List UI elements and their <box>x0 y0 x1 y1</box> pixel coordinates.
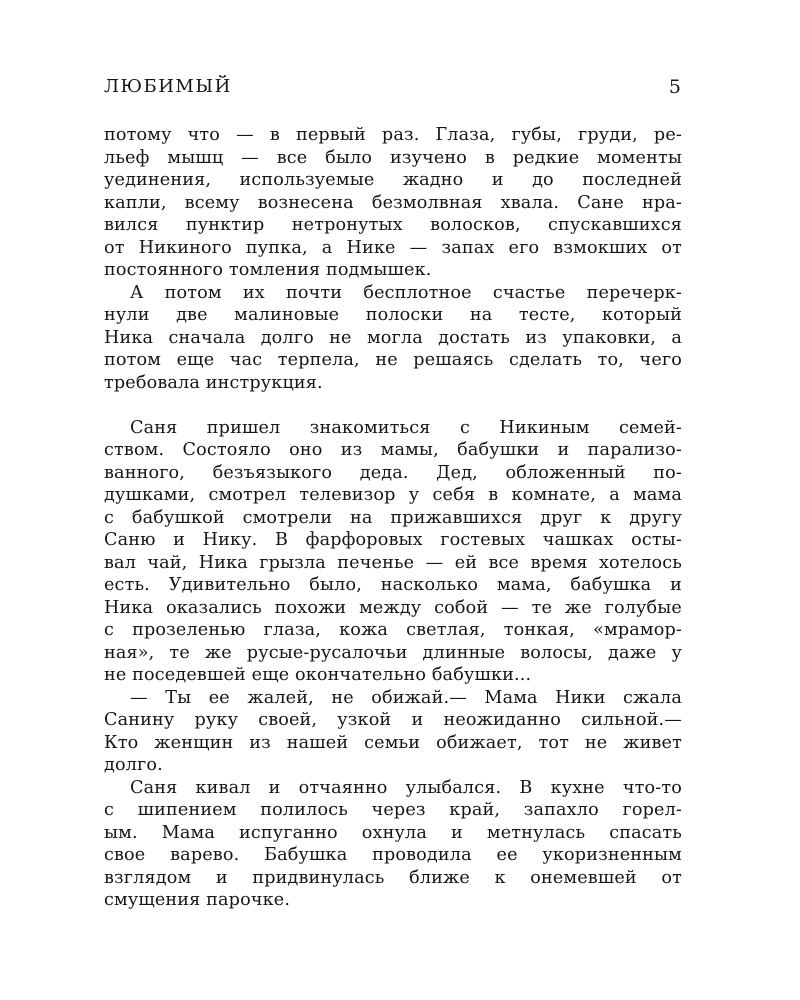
paragraph <box>104 417 682 687</box>
text-line: — Ты ее жалей, не обижай.— Мама Ники сжала <box>130 687 682 708</box>
text-line: свое варево. Бабушка проводила ее укоризненным <box>104 845 682 865</box>
text-line: Ника сначала долго не могла достать из упаковки, а <box>104 327 682 348</box>
text-line: А потом их почти бесплотное счастье перечерк- <box>130 282 682 303</box>
text-line: постоянного томления подмышек. <box>104 260 432 280</box>
text-line: Санину руку своей, узкой и неожиданно сильной.— <box>104 710 682 730</box>
text-line: Саня кивал и отчаянно улыбался. В кухне что-то <box>130 777 682 798</box>
text-line: есть. Удивительно было, насколько мама, бабушка и <box>104 575 682 595</box>
text-line: льеф мышц — все было изучено в редкие моменты <box>104 147 682 168</box>
text-line: требовала инструкция. <box>104 372 323 393</box>
text-line: нули две малиновые полоски на тесте, который <box>104 305 682 325</box>
text-line: ством. Состояло оно из мамы, бабушки и парализо- <box>104 440 682 460</box>
text-line: от Никиного пупка, а Нике — запах его взмокших от <box>104 237 682 258</box>
text-line: не поседевшей еще окончательно бабушки... <box>104 665 532 685</box>
text-line: вился пунктир нетронутых волосков, спускавшихся <box>104 215 682 235</box>
text-line: ым. Мама испуганно охнула и метнулась спасать <box>104 822 682 843</box>
text-line: уединения, используемые жадно и до последней <box>104 170 682 190</box>
paragraph <box>104 777 682 912</box>
text-line: с прозеленью глаза, кожа светлая, тонкая, «мрамор- <box>104 620 682 640</box>
text-line: Саня пришел знакомиться с Никиным семей- <box>130 417 682 438</box>
text-line: потом еще час терпела, не решаясь сделать то, чего <box>104 350 682 370</box>
text-line: смущения парочке. <box>104 890 291 910</box>
text-line: потому что — в первый раз. Глаза, губы, груди, ре- <box>104 125 682 145</box>
section-break <box>104 394 682 417</box>
text-line: Саню и Нику. В фарфоровых гостевых чашках осты- <box>104 530 682 550</box>
text-line: душками, смотрел телевизор у себя в комнате, а мама <box>104 485 682 505</box>
paragraph <box>104 124 682 282</box>
text-line: капли, всему вознесена безмолвная хвала. Сане нра- <box>104 192 682 213</box>
text-line: с шипением полилось через край, запахло горел- <box>104 800 682 820</box>
text-line: Ника оказались похожи между собой — те же голубые <box>104 597 682 618</box>
text-line: долго. <box>104 755 163 775</box>
paragraph <box>104 282 682 395</box>
text-line: Кто женщин из нашей семьи обижает, тот не живет <box>104 732 682 753</box>
text-line: ванного, безъязыкого деда. Дед, обложенный по- <box>104 462 682 483</box>
text-line: с бабушкой смотрели на прижавшихся друг к другу <box>104 507 682 528</box>
page-number: 5 <box>668 76 681 98</box>
text-line: ная», те же русые-русалочьи длинные волосы, даже у <box>104 642 682 663</box>
text-line: взглядом и придвинулась ближе к онемевшей от <box>104 867 682 888</box>
running-title: ЛЮБИМЫЙ <box>104 76 232 97</box>
body-text <box>104 124 682 912</box>
paragraph <box>104 687 682 777</box>
text-line: вал чай, Ника грызла печенье — ей все время хотелось <box>104 552 682 573</box>
